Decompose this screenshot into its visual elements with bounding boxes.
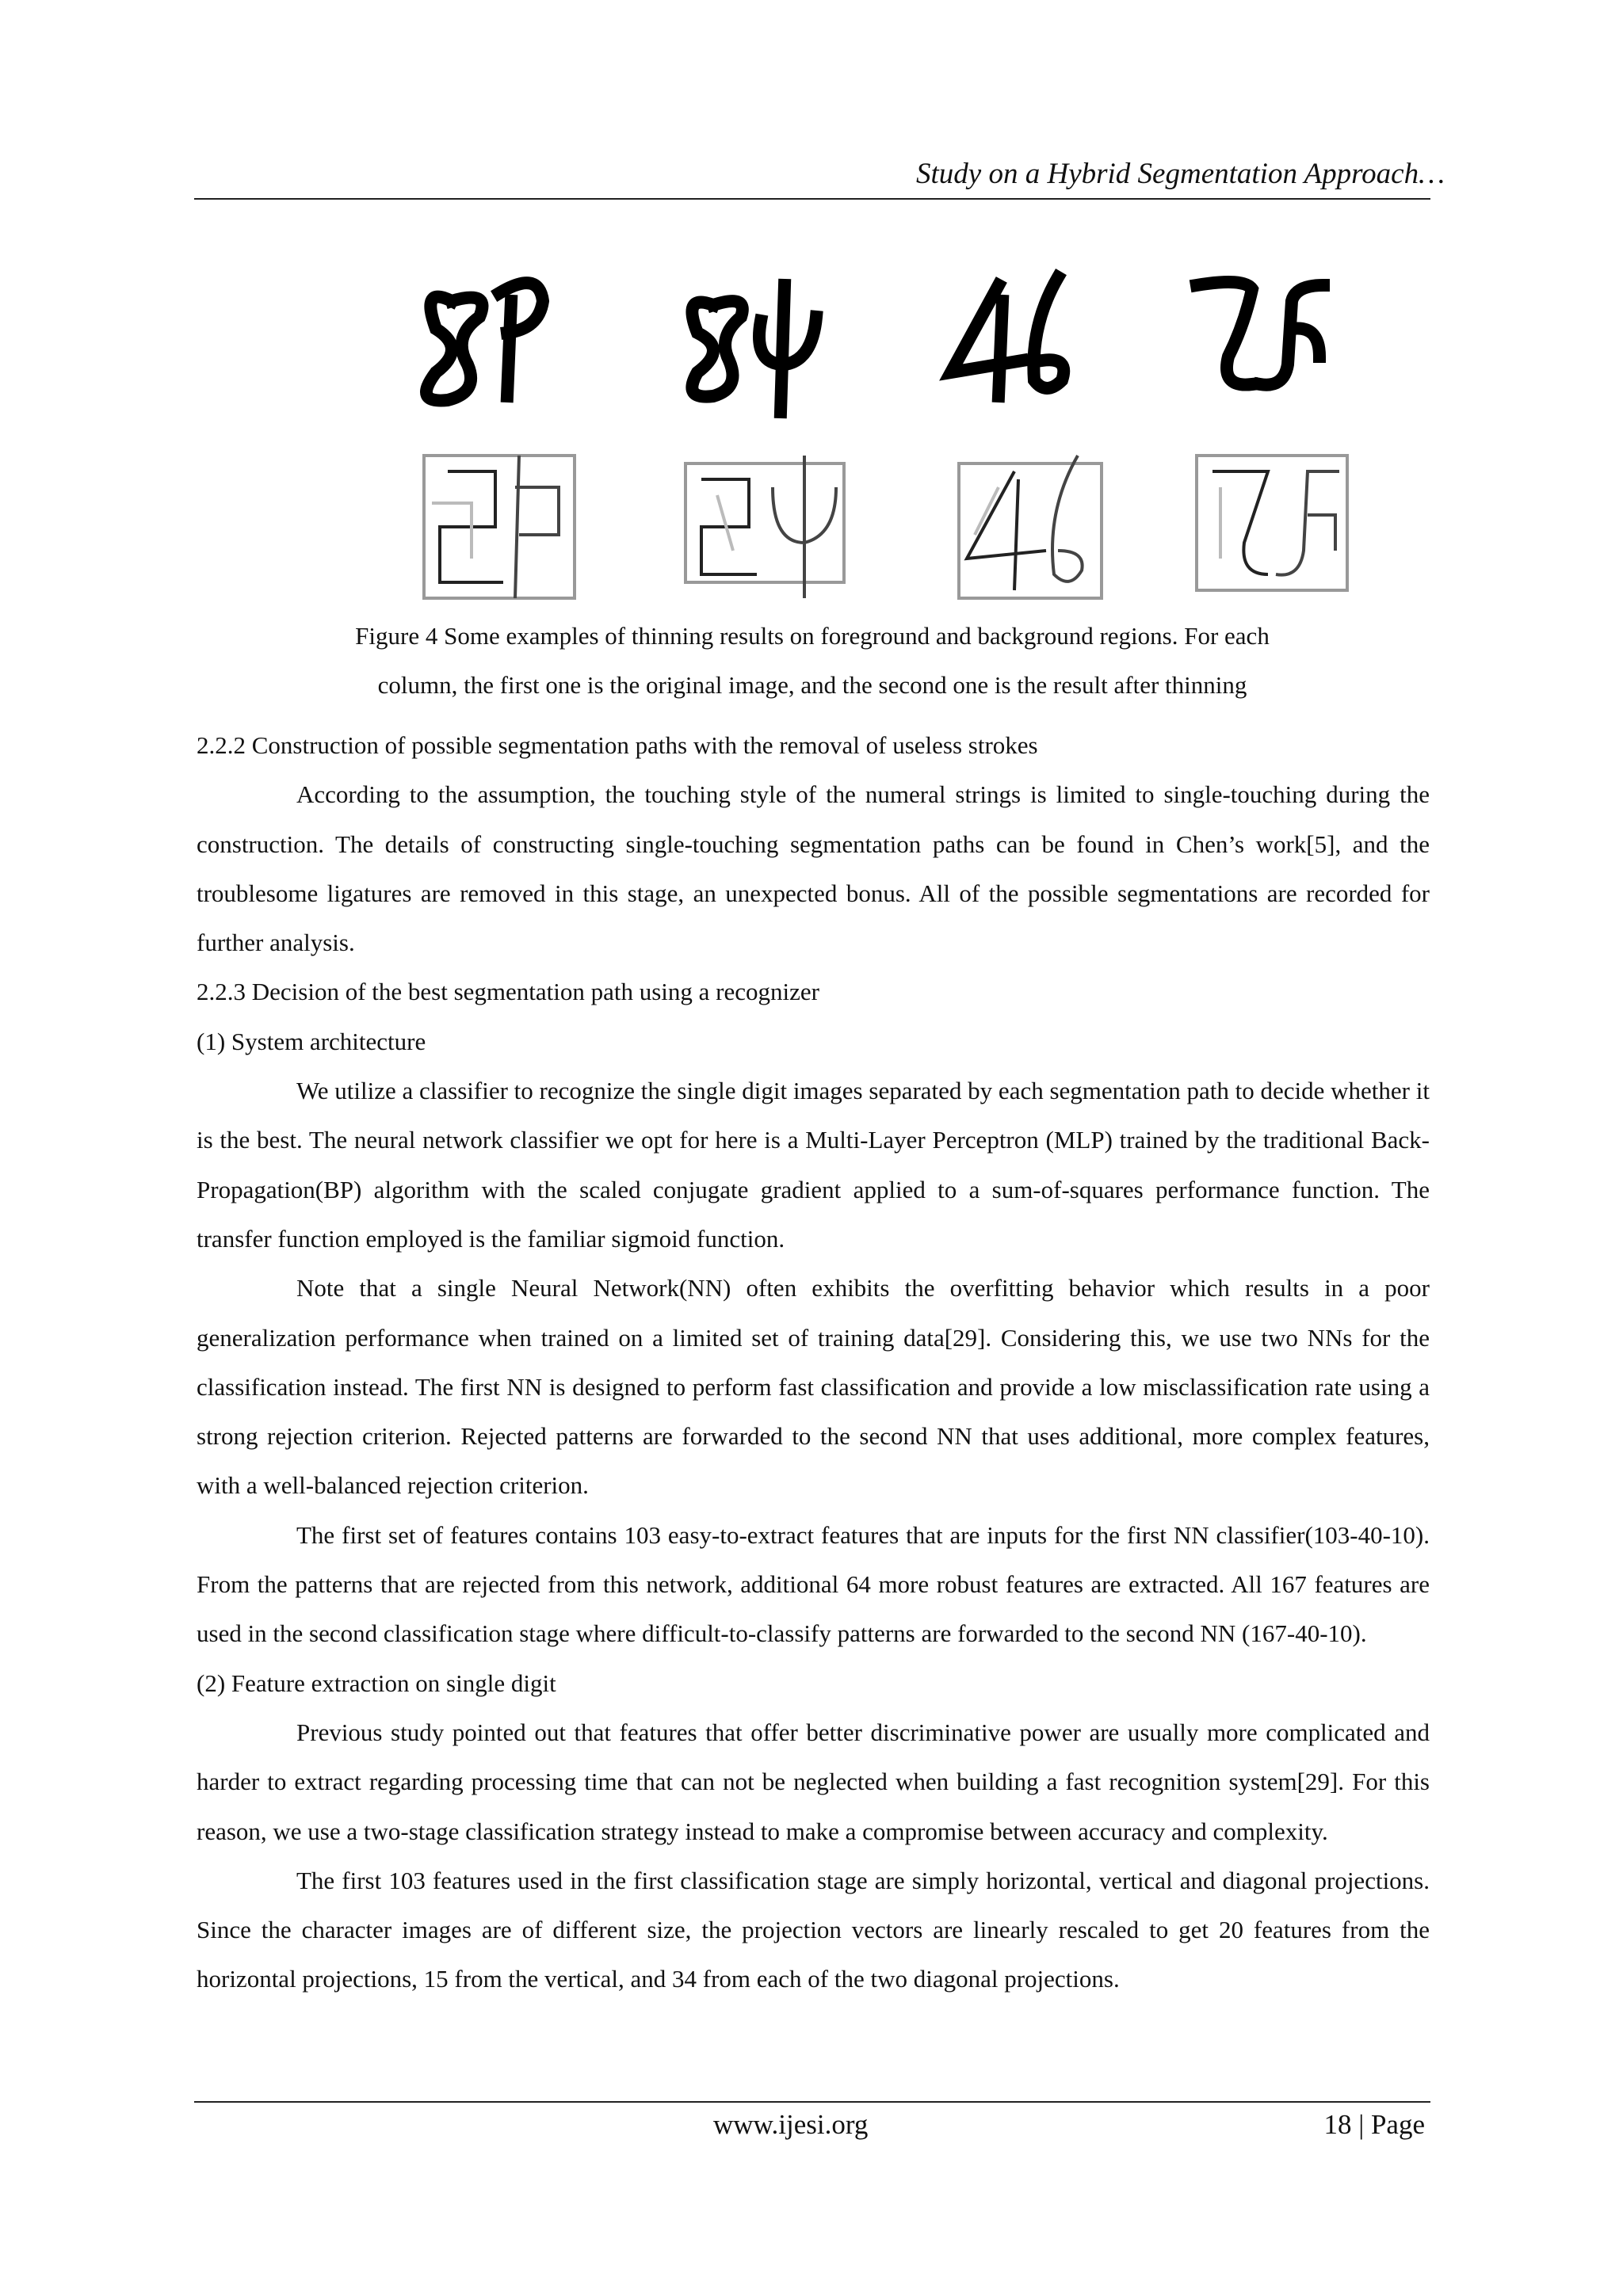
header-rule	[194, 198, 1430, 200]
thinned-46	[959, 456, 1102, 598]
footer-site: www.ijesi.org	[713, 2109, 869, 2140]
paragraph: The first 103 features used in the first classification stage are simply horizontal, vertical and diagonal projections. Since the character images are of different size, the projection vectors are linearly rescaled to get 20 features from the horizontal projections, 15 from the vertical, and 34 from each of the two diagonal projections.	[197, 1866, 1430, 1993]
body-text	[197, 721, 1430, 2004]
original-8psi	[692, 285, 816, 412]
paragraph: Previous study pointed out that features that offer better discriminative power are usually more complicated and harder to extract regarding processing time that can not be neglected when building a fast recognition system[29]. For this reason, we use a two-stage classification strategy instead to make a compromise between accuracy and complexity.	[197, 1718, 1430, 1845]
section-heading-2-2-3: 2.2.3 Decision of the best segmentation path using a recognizer	[197, 978, 819, 1006]
footer-rule	[194, 2101, 1430, 2103]
original-images	[426, 277, 1323, 412]
paragraph: According to the assumption, the touching style of the numeral strings is limited to single-touching during the construction. The details of constructing single-touching segmentation paths can be found in Chen’s work[5], and the troublesome ligatures are removed in this stage, an unexpected bonus. All of the possible segmentations are recorded for further analysis.	[197, 780, 1430, 957]
thinned-8p	[424, 456, 575, 598]
section-heading-2-2-2: 2.2.2 Construction of possible segmentation paths with the removal of useless strokes	[197, 731, 1038, 759]
subheading-system-architecture: (1) System architecture	[197, 1027, 426, 1055]
figure-caption-line-2: column, the first one is the original image, and the second one is the result after thinning	[377, 671, 1247, 699]
thinning-examples-image	[404, 254, 1387, 602]
original-25	[1197, 282, 1323, 385]
original-46	[951, 277, 1064, 396]
paragraph: The first set of features contains 103 easy-to-extract features that are inputs for the first NN classifier(103-40-10). From the patterns that are rejected from this network, additional 64 more robust features are extracted. All 167 features are used in the second classification stage where difficult-to-classify patterns are forwarded to the second NN (167-40-10).	[197, 1520, 1430, 1648]
running-title: Study on a Hybrid Segmentation Approach…	[916, 158, 1445, 190]
thinned-8psi	[685, 456, 844, 598]
original-8p	[426, 283, 543, 400]
figure-caption-line-1: Figure 4 Some examples of thinning results on foreground and background regions. For each	[355, 622, 1270, 650]
paragraph: Note that a single Neural Network(NN) often exhibits the overfitting behavior which results in a poor generalization performance when trained on a limited set of training data[29]. Considering this, we use two NNs for the classification instead. The first NN is designed to perform fast classification and provide a low misclassification rate using a strong rejection criterion. Rejected patterns are forwarded to the second NN that uses additional, more complex features, with a well-balanced rejection criterion.	[197, 1274, 1430, 1500]
footer-page-number: 18 | Page	[1323, 2109, 1425, 2140]
subheading-feature-extraction: (2) Feature extraction on single digit	[197, 1669, 556, 1697]
figure-4	[404, 254, 1387, 602]
thinned-25	[1197, 456, 1347, 590]
paragraph: We utilize a classifier to recognize the single digit images separated by each segmentation path to decide whether it is the best. The neural network classifier we opt for here is a Multi-Layer Perceptron (MLP) trained by the traditional Back-Propagation(BP) algorithm with the scaled conjugate gradient applied to a sum-of-squares performance function. The transfer function employed is the familiar sigmoid function.	[197, 1077, 1430, 1253]
thinning-results	[424, 456, 1347, 598]
